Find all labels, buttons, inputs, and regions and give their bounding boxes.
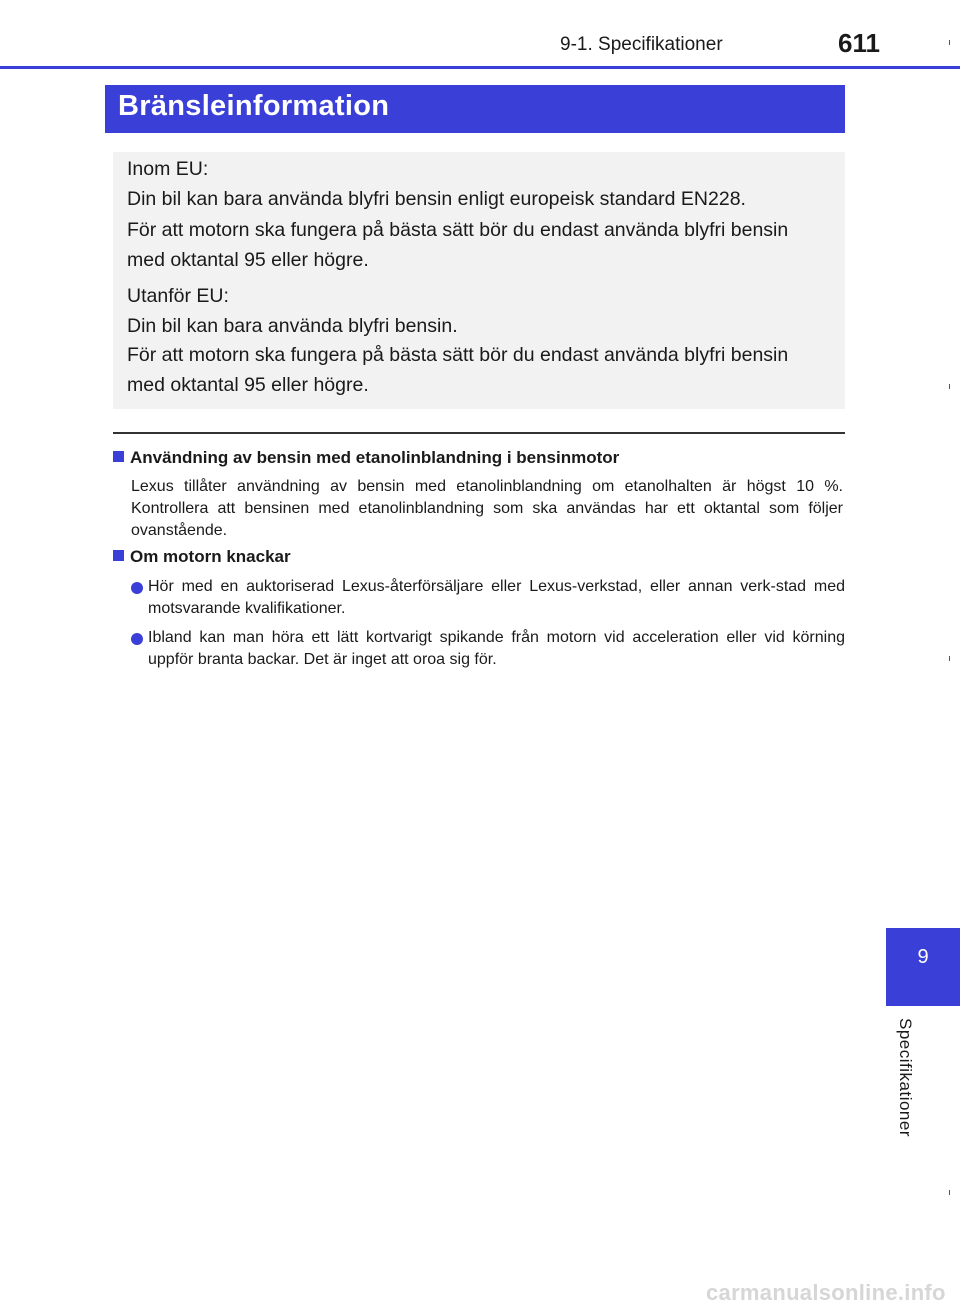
section-heading-ethanol <box>113 448 619 468</box>
watermark: carmanualsonline.info <box>706 1280 946 1305</box>
crop-mark <box>949 656 950 661</box>
section-heading-text: Användning av bensin med etanolinblandning i bensinmotor <box>130 448 620 467</box>
title-bar <box>105 85 845 133</box>
info-line: Utanför EU: <box>127 285 229 307</box>
crop-mark <box>949 384 950 389</box>
square-bullet-icon <box>113 550 124 561</box>
page-title: Bränsleinformation <box>118 90 390 122</box>
round-bullet-icon <box>131 633 143 645</box>
list-item-text: Ibland kan man höra ett lätt kortvarigt spikande från motorn vid acceleration eller vid körning uppför branta backar. Det är inget att oroa sig för. <box>148 629 845 668</box>
header-rule <box>0 66 960 69</box>
round-bullet-icon <box>131 582 143 594</box>
info-line: För att motorn ska fungera på bästa sätt bör du endast använda blyfri bensin <box>127 219 789 241</box>
chapter-tab <box>886 928 960 1006</box>
info-line: Inom EU: <box>127 158 209 180</box>
fuel-info-box <box>113 152 845 409</box>
list-item <box>131 627 845 671</box>
crop-mark <box>949 40 950 45</box>
square-bullet-icon <box>113 451 124 462</box>
info-line: För att motorn ska fungera på bästa sätt bör du endast använda blyfri bensin <box>127 344 789 366</box>
info-line: Din bil kan bara använda blyfri bensin enligt europeisk standard EN228. <box>127 188 746 210</box>
list-item-text: Hör med en auktoriserad Lexus-återförsäljare eller Lexus-verkstad, eller annan verk-stad med motsvarande kvalifikationer. <box>148 578 845 617</box>
running-header-section: 9-1. Specifikationer <box>560 34 723 55</box>
section-divider <box>113 432 845 434</box>
chapter-number: 9 <box>917 946 929 968</box>
chapter-label: Specifikationer <box>896 1018 915 1138</box>
page-number: 611 <box>838 28 880 58</box>
section-heading-text: Om motorn knackar <box>130 547 291 566</box>
info-line: med oktantal 95 eller högre. <box>127 374 369 396</box>
crop-mark <box>949 1190 950 1195</box>
info-line: med oktantal 95 eller högre. <box>127 249 369 271</box>
ethanol-paragraph: Lexus tillåter användning av bensin med etanolinblandning om etanolhalten är högst 10 %. Kontrollera att bensinen med etanolinblandning som ska användas har ett oktantal som följer ovanstående. <box>131 478 843 539</box>
info-line: Din bil kan bara använda blyfri bensin. <box>127 315 458 337</box>
section-heading-knocking <box>113 547 291 567</box>
list-item <box>131 576 845 620</box>
